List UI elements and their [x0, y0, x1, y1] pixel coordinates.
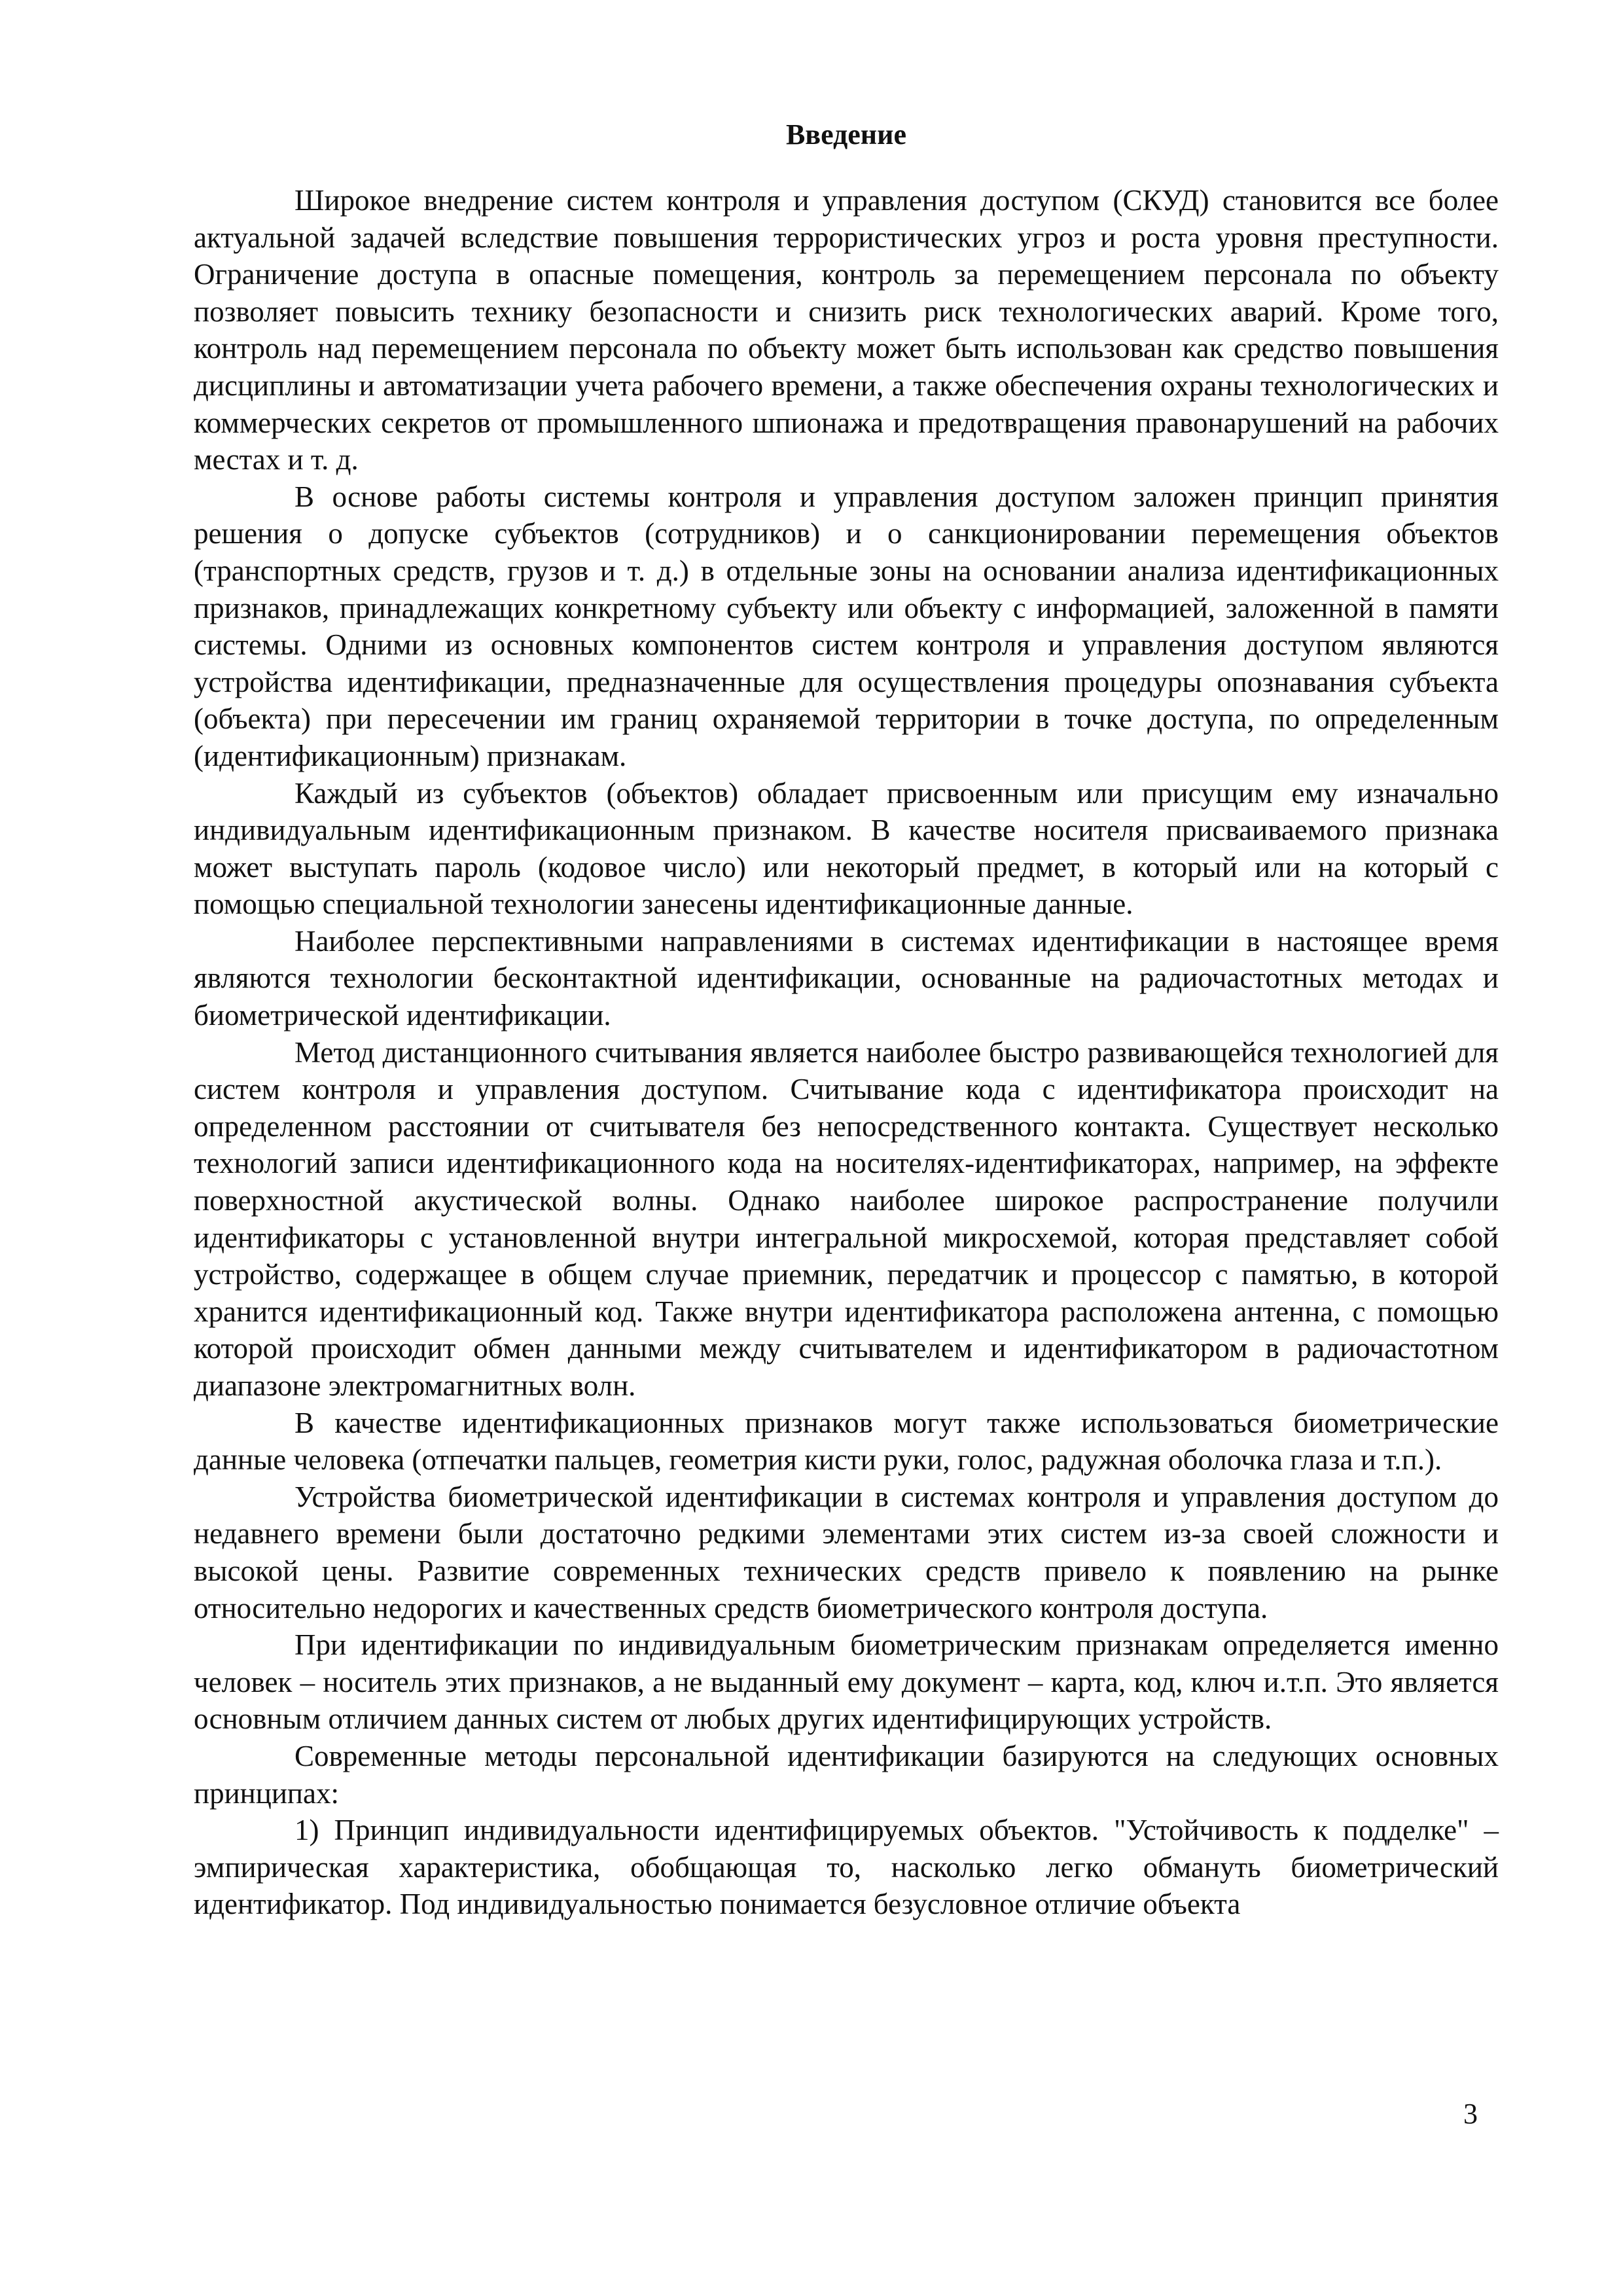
paragraph: В основе работы системы контроля и управления доступом заложен принцип принятия решения о допуске субъектов (сотрудников) и о санкционировании перемещения объектов (транспортных средств, грузов и т. д.) в отдельные зоны на основании анализа идентификационных признаков, принадлежащих конкретному субъекту или объекту с информацией, заложенной в памяти системы. Одними из основных компонентов систем контроля и управления доступом являются устройства идентификации, предназначенные для осуществления процедуры опознавания субъекта (объекта) при пересечении им границ охраняемой территории в точке доступа, по определенным (идентификационным) признакам.	[194, 480, 1499, 772]
paragraph: При идентификации по индивидуальным биометрическим признакам определяется именно человек – носитель этих признаков, а не выданный ему документ – карта, код, ключ и.т.п. Это является основным отличием данных систем от любых других идентифицирующих устройств.	[194, 1628, 1499, 1736]
paragraph: Наиболее перспективными направлениями в системах идентификации в настоящее время являются технологии бесконтактной идентификации, основанные на радиочастотных методах и биометрической идентификации.	[194, 924, 1499, 1032]
paragraph: Широкое внедрение систем контроля и управления доступом (СКУД) становится все более актуальной задачей вследствие повышения террористических угроз и роста уровня преступности. Ограничение доступа в опасные помещения, контроль за перемещением персонала по объекту позволяет повысить технику безопасности и снизить риск технологических аварий. Кроме того, контроль над перемещением персонала по объекту может быть использован как средство повышения дисциплины и автоматизации учета рабочего времени, а также обеспечения охраны технологических и коммерческих секретов от промышленного шпионажа и предотвращения правонарушений на рабочих местах и т. д.	[194, 184, 1499, 476]
section-title: Введение	[785, 118, 907, 151]
page-content	[194, 117, 1499, 1923]
paragraph: Устройства биометрической идентификации в системах контроля и управления доступом до недавнего времени были достаточно редкими элементами этих систем из-за своей сложности и высокой цены. Развитие современных технических средств привело к появлению на рынке относительно недорогих и качественных средств биометрического контроля доступа.	[194, 1480, 1499, 1624]
paragraph: В качестве идентификационных признаков могут также использоваться биометрические данные человека (отпечатки пальцев, геометрия кисти руки, голос, радужная оболочка глаза и т.п.).	[194, 1406, 1499, 1477]
paragraph: Современные методы персональной идентификации базируются на следующих основных принципах:	[194, 1739, 1499, 1810]
paragraph: Метод дистанционного считывания является наиболее быстро развивающейся технологией для систем контроля и управления доступом. Считывание кода с идентификатора происходит на определенном расстоянии от считывателя без непосредственного контакта. Существует несколько технологий записи идентификационного кода на носителях-идентификаторах, например, на эффекте поверхностной акустической волны. Однако наиболее широкое распространение получили идентификаторы с установленной внутри интегральной микросхемой, которая представляет собой устройство, содержащее в общем случае приемник, передатчик и процессор с памятью, в которой хранится идентификационный код. Также внутри идентификатора расположена антенна, с помощью которой происходит обмен данными между считывателем и идентификатором в радиочастотном диапазоне электромагнитных волн.	[194, 1035, 1499, 1402]
paragraph: Каждый из субъектов (объектов) обладает присвоенным или присущим ему изначально индивидуальным идентификационным признаком. В качестве носителя присваиваемого признака может выступать пароль (кодовое число) или некоторый предмет, в который или на который с помощью специальной технологии занесены идентификационные данные.	[194, 776, 1499, 921]
page-number: 3	[1463, 2098, 1478, 2130]
paragraph: 1) Принцип индивидуальности идентифицируемых объектов. "Устойчивость к подделке" – эмпирическая характеристика, обобщающая то, насколько легко обмануть биометрический идентификатор. Под индивидуальностью понимается безусловное отличие объекта	[194, 1814, 1499, 1921]
